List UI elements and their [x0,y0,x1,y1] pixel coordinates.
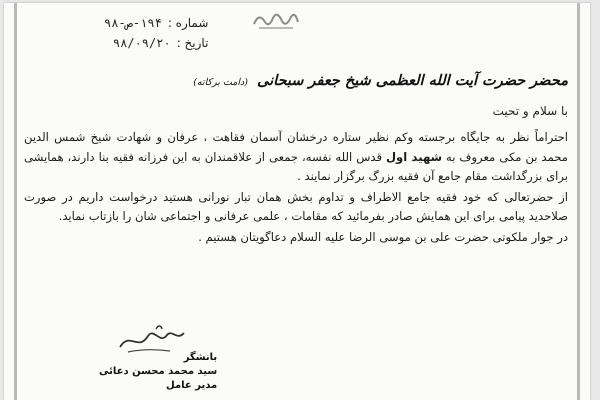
letter-number-value: ۱۹۴-ص-۹۸ [104,16,162,30]
letter-sheet [4,3,590,400]
signer-org: بانشگر [183,352,218,363]
recipient-line [193,72,568,89]
letter-meta [104,13,208,53]
letter-date-label: تاریخ : [176,36,209,50]
body-paragraph: از حضرتعالی که خود فقیه جامع الاطراف و تداوم بخش همان تبار نورانی هستید درخواست داریم در صورت صلاحدید پیامی برای این همایش صادر بفرمائید که مقامات ، علمی عرفانی و اجتماعی شان را بازتاب نماید. [24,189,568,223]
body-paragraph: در جوار ملکوتی حضرت علی بن موسی الرضا علیه السلام دعاگویتان هستیم . [198,229,568,244]
body-paragraph-1-after: قدس الله نفسه، جمعی از علاقمندان به این فرزانه فقیه بنا دارند، همایشی برای بزرگداشت مقام جامع آن فقیه بزرگ برگزار نمایند . [24,149,568,183]
salutation: با سلام و تحیت [492,104,568,118]
right-margin-bar [577,3,580,400]
emphasized-name: شهید اول [385,149,443,164]
recipient-name: محضر حضرت آیت الله العظمی شیخ جعفر سبحانی [257,72,568,89]
signer-block [99,351,217,393]
letter-number-label: شماره : [167,16,209,30]
signer-title: مدیر عامل [166,380,218,391]
letter-date-value: ۹۸/۰۹/۲۰ [112,36,171,50]
letter-body [24,128,568,247]
signer-name: سید محمد محسن دعائی [99,366,218,377]
letterhead-logo [251,8,301,32]
letter-date [104,33,208,53]
recipient-suffix: (دامت برکاته) [193,77,248,88]
letter-number [104,13,208,33]
left-margin-bar [14,3,17,400]
body-paragraph [24,128,568,187]
body-paragraph-1-before: احتراماً نظر به جایگاه برجسته وکم نظیر ستاره درخشان آسمان فقاهت ، عرفان و شهادت شیخ شمس الدین محمد بن مکی معروف به [24,130,568,164]
